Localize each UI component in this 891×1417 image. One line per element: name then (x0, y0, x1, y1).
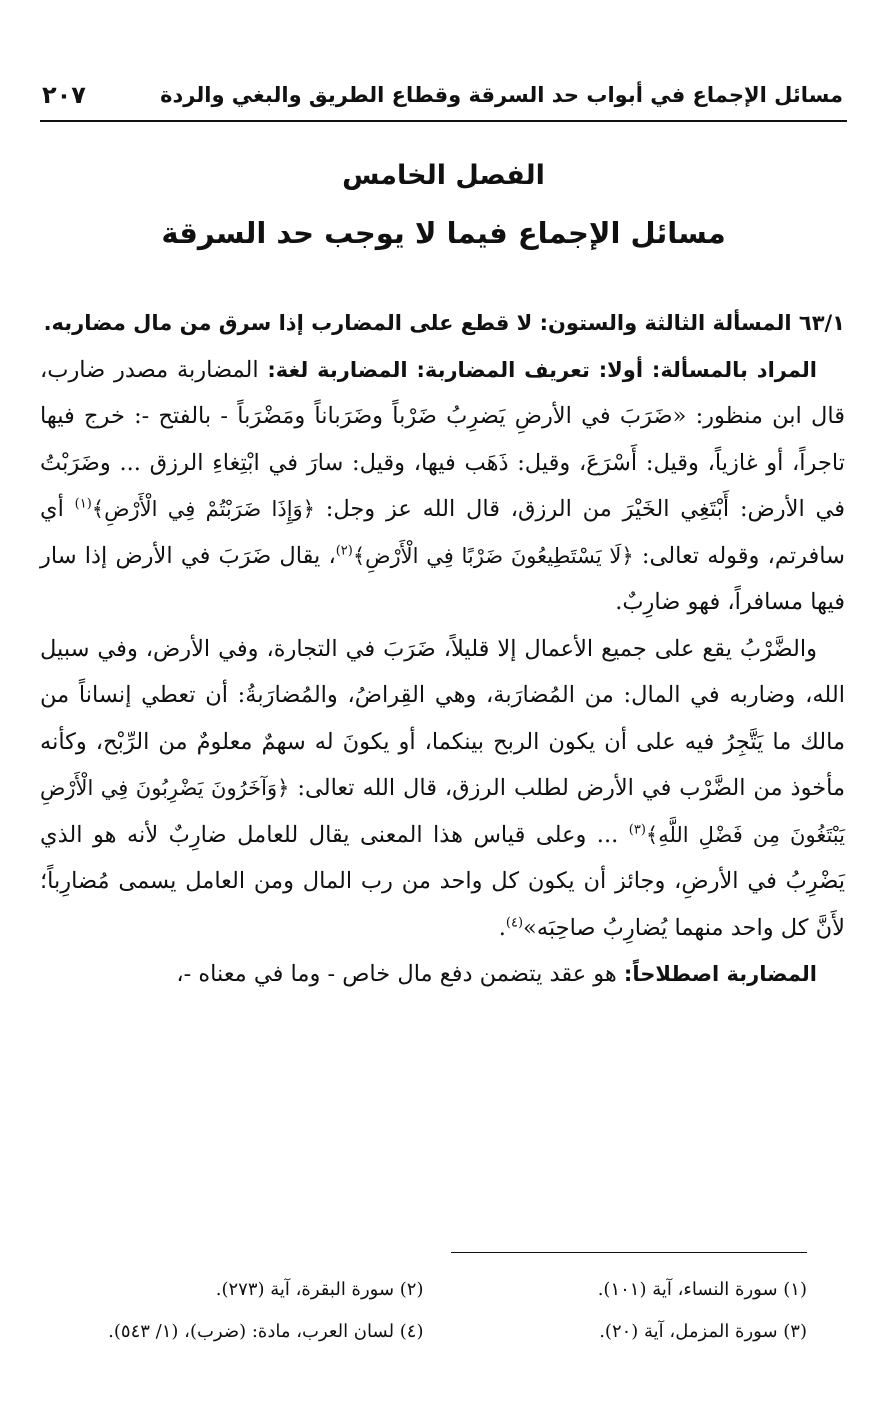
footnote-separator (451, 1252, 807, 1253)
text-segment: ... وعلى قياس هذا المعنى يقال للعامل ضارِبٌ لأنه هو الذي يَضْرِبُ في الأرضِ، وجائز أن يكون كل واحد من رب المال ومن العامل يسمى مُضارِباً؛ لأَنَّ كل واحد منهما يُضارِبُ صاحِبَه» (40, 821, 845, 941)
footnote: (٤) لسان العرب، مادة: (ضرب)، (١/ ٥٤٣). (108, 1320, 424, 1342)
text-segment: ، يقال ضَرَبَ في الأرض إذا سار فيها مسافراً، فهو ضارِبٌ. (40, 542, 845, 615)
running-title: مسائل الإجماع في أبواب حد السرقة وقطاع الطريق والبغي والردة (160, 83, 843, 107)
text-segment: هو عقد يتضمن دفع مال خاص - وما في معناه -، (176, 961, 624, 987)
footnote: (٣) سورة المزمل، آية (٢٠). (599, 1320, 807, 1342)
footnote-ref: (١) (74, 496, 92, 512)
footnote-ref: (٤) (505, 915, 524, 930)
footnote-ref: (٢) (335, 543, 353, 558)
paragraph-technical-definition (40, 951, 845, 998)
footnote: (١) سورة النساء، آية (١٠١). (597, 1278, 807, 1300)
text-segment: . (498, 914, 506, 941)
header-rule (40, 120, 847, 122)
chapter-title: الفصل الخامس (342, 160, 545, 191)
text-segment: والضَّرْبُ يقع على جميع الأعمال إلا قليلاً، ضَرَبَ في التجارة، وفي الأرض، وفي سبيل الله، وضاربه في المال: من المُضارَبة، وهي القِراضُ، والمُضارَبةُ: أن تعطي إنساناً من مالك ما يَتَّجِرُ فيه على أن يكون الربح بينكما، أو يكونَ له سهمٌ معلومٌ من الرِّبْح، وكأنه مأخوذ من الضَّرْب في الأرض لطلب الرزق، قال الله تعالى: (40, 635, 846, 801)
footnote-ref: (٣) (628, 822, 646, 837)
paragraph-linguistic-definition (40, 347, 845, 626)
footnotes (40, 1268, 807, 1352)
chapter-subtitle: مسائل الإجماع فيما لا يوجب حد السرقة (161, 216, 726, 250)
running-header (42, 70, 843, 120)
footnote: (٢) سورة البقرة، آية (٢٧٣). (215, 1278, 424, 1300)
text-segment: المضاربة مصدر ضارب، قال ابن منظور: «ضَرَبَ في الأرضِ يَضرِبُ ضَرْباً وضَرَباناً ومَضْرَباً - بالفتح -: خرج فيها تاجراً، أو غازياً، وقيل: أَسْرَعَ، وقيل: ذَهَب فيها، وقيل: سارَ في ابْتِغاءِ الرزق ... وضَرَبْتُ في الأرض: أَبْتَغِي الخَيْرَ من الرزق، قال الله عز وجل: (40, 356, 845, 522)
page-number: ٢٠٧ (42, 81, 86, 109)
quran-verse: ﴿لَا يَسْتَطِيعُونَ ضَرْبًا فِي الْأَرْضِ﴾ (352, 543, 634, 568)
body-text (40, 300, 845, 998)
quran-verse: ﴿وَإِذَا ضَرَبْتُمْ فِي الْأَرْضِ﴾ (91, 497, 315, 521)
issue-heading: ٦٣/١ المسألة الثالثة والستون: لا قطع على المضارب إذا سرق من مال مضاربه. (43, 311, 845, 335)
paragraph-usage (40, 626, 845, 952)
footnote-row (40, 1310, 807, 1352)
footnote-row (40, 1268, 807, 1310)
definition-lead: المضاربة اصطلاحاً: (623, 962, 817, 986)
definition-lead: المراد بالمسألة: أولا: تعريف المضاربة: المضاربة لغة: (267, 357, 818, 382)
quran-verse: ﴿وَآخَرُونَ يَضْرِبُونَ فِي الْأَرْضِ يَبْتَغُونَ مِن فَضْلِ اللَّهِ﴾ (40, 776, 845, 847)
text-segment: أي سافرتم، وقوله تعالى: (40, 496, 845, 569)
